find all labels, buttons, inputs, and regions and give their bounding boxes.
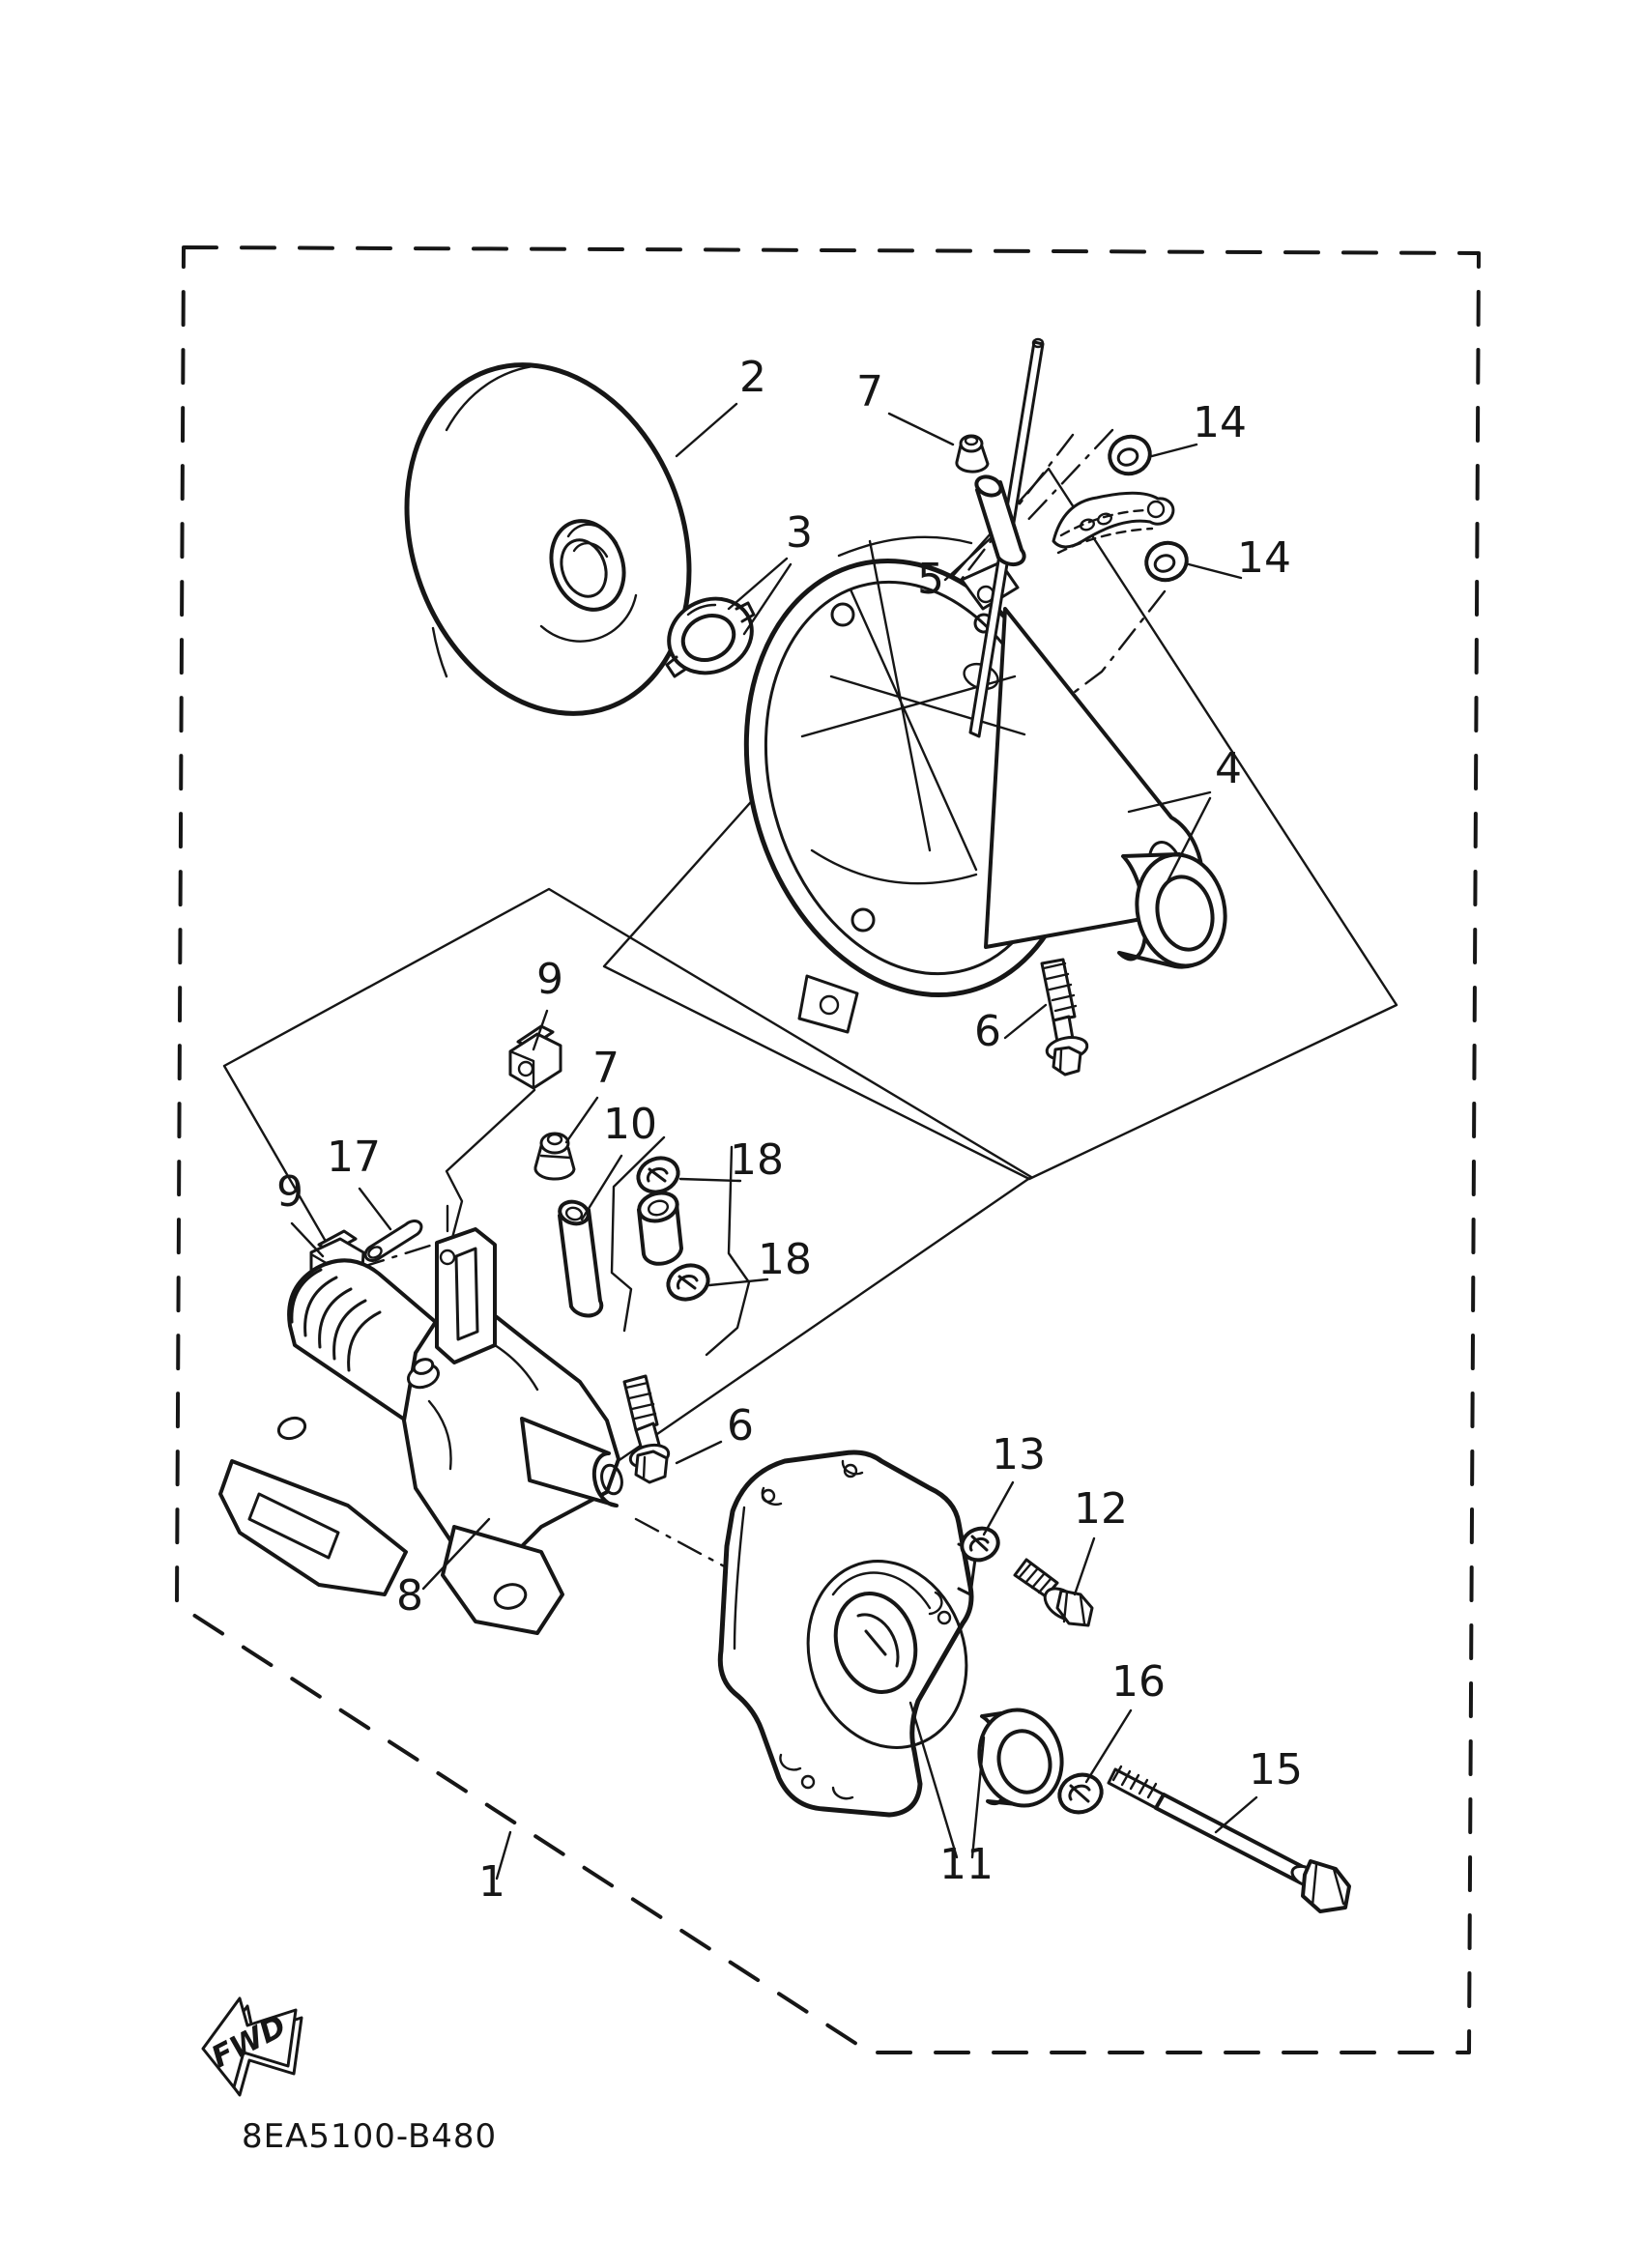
washer-drawing-16 [1054, 1769, 1107, 1819]
slider-key-drawing-top [510, 1026, 561, 1088]
fwd-arrow [203, 1998, 302, 2095]
part-callout-4: 4 [1215, 744, 1242, 793]
diagram-code-text: 8EA5100-B480 [242, 2117, 498, 2156]
part-callout-1: 1 [478, 1857, 505, 1907]
part-callout-8: 8 [396, 1571, 423, 1621]
part-callout-16: 16 [1111, 1657, 1166, 1707]
part-callout-7-top: 7 [856, 367, 883, 416]
movable-sheave-drawing [720, 1452, 990, 1815]
part-callout-3: 3 [786, 508, 813, 558]
bolt-drawing-upper [1042, 960, 1089, 1075]
part-callout-12: 12 [1074, 1484, 1128, 1534]
part-callout-14-a: 14 [1193, 398, 1247, 447]
fixed-sheave-drawing [360, 325, 736, 753]
pin-drawing-10 [558, 1198, 602, 1315]
part-callout-5: 5 [917, 555, 944, 604]
washer-drawing-18b [663, 1260, 712, 1305]
dowel-pin-drawing-17 [365, 1221, 421, 1261]
part-callout-6-top: 6 [974, 1007, 1001, 1056]
part-callout-10: 10 [603, 1100, 657, 1149]
part-callout-15: 15 [1249, 1745, 1303, 1794]
part-callout-13: 13 [992, 1430, 1046, 1479]
long-bolt-drawing-15 [1109, 1766, 1349, 1911]
part-callout-9-top: 9 [536, 955, 563, 1004]
roller-drawing-18 [636, 1189, 681, 1263]
part-callout-17: 17 [327, 1133, 381, 1182]
roller-bearing-drawing [968, 1701, 1072, 1815]
fwd-arrow-label: FWD [206, 2008, 292, 2076]
weight-arm-drawing [1053, 431, 1192, 586]
bolt-drawing-12 [1015, 1560, 1092, 1626]
part-callout-9-left: 9 [276, 1167, 303, 1217]
part-callout-14-b: 14 [1237, 533, 1291, 583]
nut-drawing-top [957, 436, 988, 472]
bearing-drawing [1119, 847, 1235, 974]
part-callout-18-a: 18 [730, 1135, 784, 1185]
part-callout-6-low: 6 [727, 1401, 754, 1450]
part-callout-7-mid: 7 [592, 1044, 620, 1093]
part-callout-2: 2 [739, 353, 766, 402]
part-callout-18-b: 18 [758, 1235, 812, 1284]
part-callout-11: 11 [939, 1840, 994, 1889]
